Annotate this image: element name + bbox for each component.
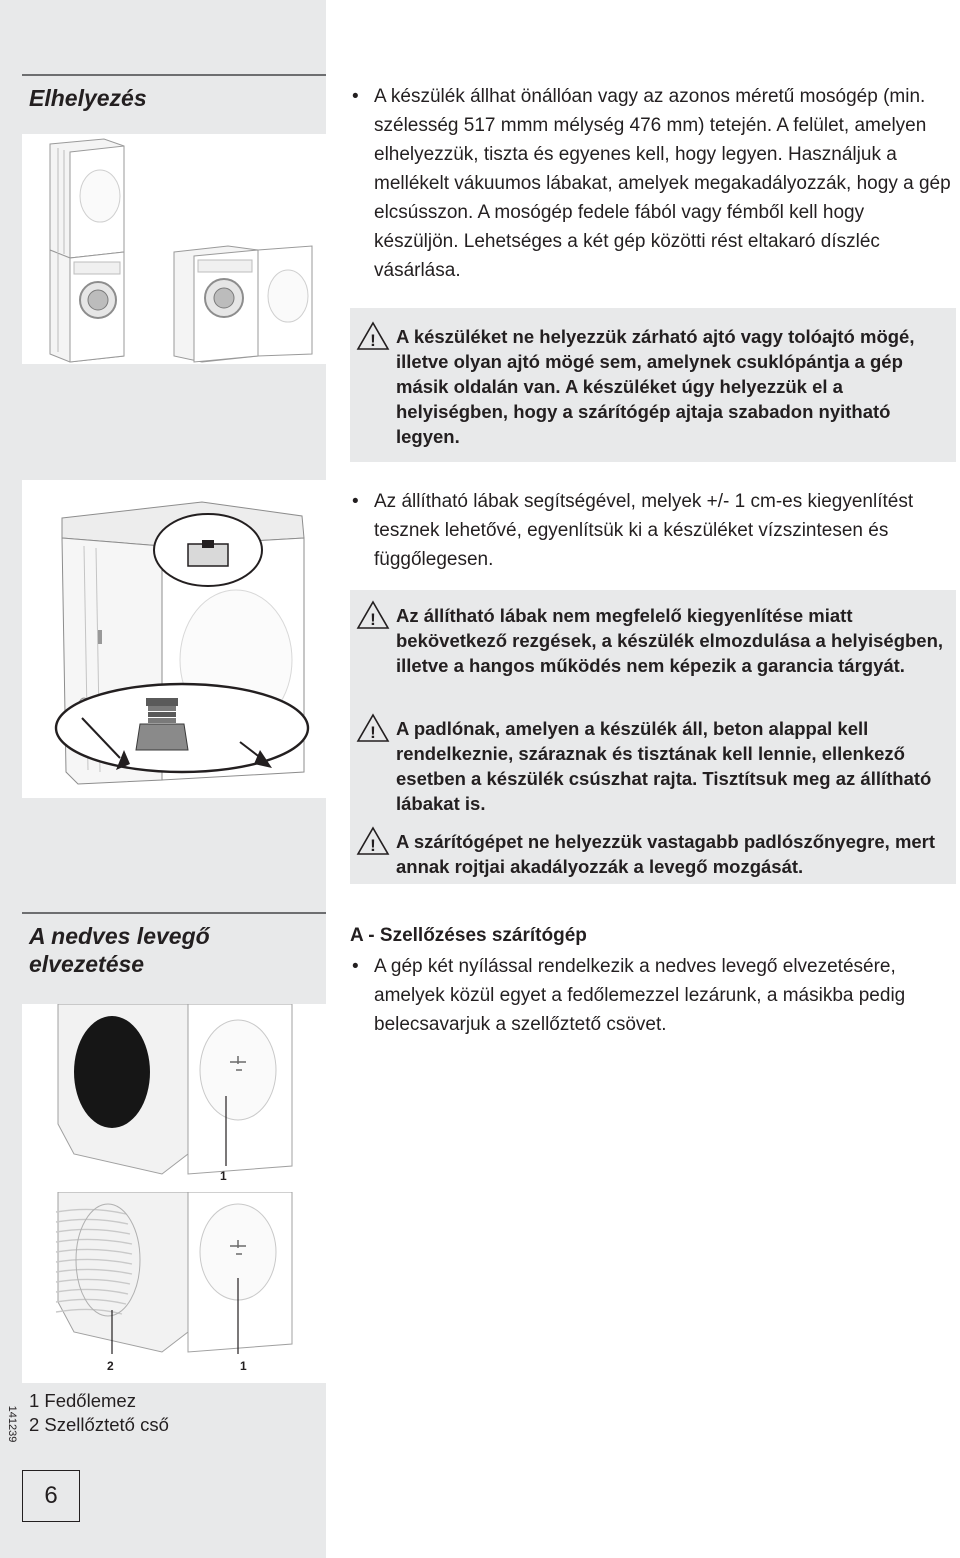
warning-triangle-icon [356,713,390,743]
svg-text:!: ! [370,723,376,742]
page-number: 6 [22,1470,80,1522]
warning-carpet-text: A szárítógépet ne helyezzük vastagabb padlószőnyegre, mert annak rojtjai akadályozzák a levegő mozgását. [396,831,936,877]
warning-door-text: A készüléket ne helyezzük zárható ajtó vagy tolóajtó mögé, illetve olyan ajtó mögé sem, amelynek csuklópántja a gép másik oldalán van. A készüléket úgy helyezzük el a helyiségben, hogy a szárítógép ajtaja szabadon nyitható legyen. [396,326,915,447]
warning-triangle-icon [356,321,390,351]
section-heading-placement [22,74,326,134]
warning-box-leveling [350,590,956,884]
figure-vent-hose [22,1192,326,1383]
figure-4-label-2: 2 [107,1359,114,1373]
placement-bullet-2-text: Az állítható lábak segítségével, melyek +/- 1 cm-es kiegyenlítést tesznek lehetővé, egyenlítsük ki a készüléket vízszintesen és függőlegesen. [374,491,914,570]
svg-text:!: ! [370,331,376,350]
figure-stacked-machines [22,134,326,364]
legend-item-cover-plate: 1 Fedőlemez [29,1390,136,1411]
warning-triangle-icon [356,600,390,630]
document-code: 141239 [6,1405,18,1443]
bullet-icon: • [352,491,359,512]
bullet-icon: • [352,86,359,107]
figure-4-label-1: 1 [240,1359,247,1373]
warning-floor [350,716,956,816]
section-title-exhaust: A nedves levegő elvezetése [29,923,210,977]
bullet-icon: • [352,956,359,977]
figure-legend [22,1383,326,1448]
exhaust-bullet-1 [352,952,952,1039]
placement-bullet-2 [352,487,952,574]
exhaust-bullet-1-text: A gép két nyílással rendelkezik a nedves levegő elvezetésére, amelyek közül egyet a fedőlemezzel lezárunk, a másikba pedig belecsavarjuk a szellőztető csövet. [374,956,906,1035]
figure-3-label-1: 1 [220,1169,227,1183]
svg-text:!: ! [370,836,376,855]
svg-text:!: ! [370,610,376,629]
section-title-placement: Elhelyezés [29,85,147,111]
placement-bullet-1 [352,82,952,285]
exhaust-subheading: A - Szellőzéses szárítógép [350,925,587,946]
warning-triangle-icon [356,826,390,856]
warning-leveling-text: Az állítható lábak nem megfelelő kiegyenlítése miatt bekövetkező rezgések, a készülék elmozdulása a helyiségben, illetve a hangos működés nem képezik a garancia tárgyát. [396,605,944,676]
warning-carpet [350,829,956,879]
warning-box-door [350,308,956,462]
placement-bullet-1-text: A készülék állhat önállóan vagy az azonos méretű mosógép (min. szélesség 517 mmm mélység 476 mm) tetején. A felület, amelyen elhelyezzük, tiszta és egyenes kell, hogy legyen. Használjuk a mellékelt vákuumos lábakat, amelyek megakadályozzák, hogy a gép elcsússzon. A mosógép fedele fából vagy fémből kell hogy készüljön. Lehetséges a két gép közötti rést eltakaró díszléc vásárlása. [374,86,951,281]
warning-floor-text: A padlónak, amelyen a készülék áll, beton alappal kell rendelkeznie, száraznak és tisztának kell lennie, ellenkező esetben a készülék csúszhat rajta. Tisztítsuk meg az állítható lábakat is. [396,718,932,814]
figure-cover-plate [22,1004,326,1192]
section-heading-exhaust [22,912,326,1004]
warning-leveling [350,603,956,678]
legend-item-vent-hose: 2 Szellőztető cső [29,1414,169,1435]
figure-adjustable-feet [22,480,326,798]
warning-door [350,324,956,449]
